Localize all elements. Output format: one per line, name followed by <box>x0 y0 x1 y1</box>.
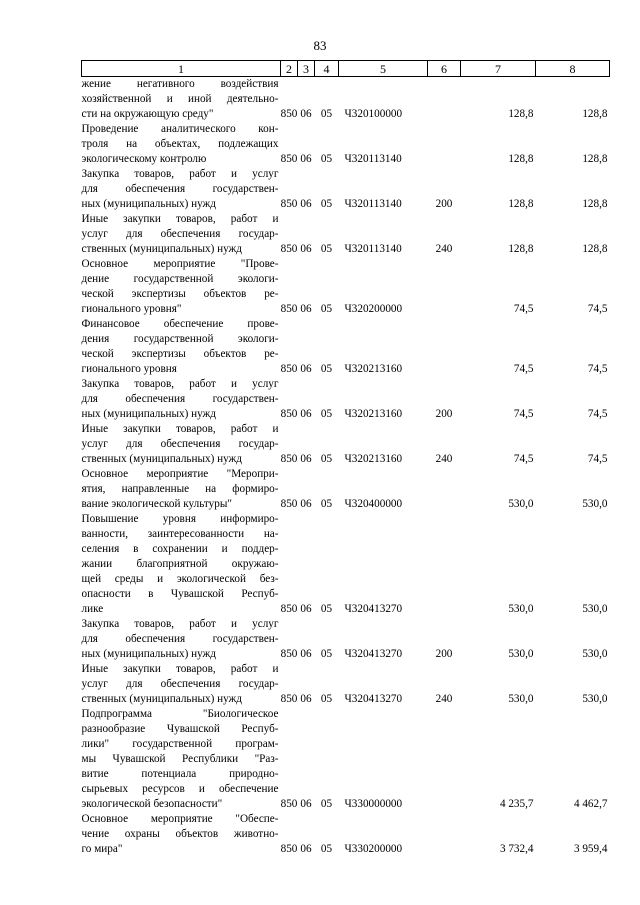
row-name <box>82 122 281 167</box>
row-name-line: Подпрограмма "Биологическое <box>81 708 279 720</box>
expense-type-cell <box>428 512 461 617</box>
row-name-line: Закупка товаров, работ и услуг <box>81 378 279 390</box>
row-name <box>82 812 281 857</box>
subsection-cell: 05 <box>320 798 333 810</box>
amount-year2-cell: 530,0 <box>582 648 608 660</box>
section-cell: 06 <box>300 153 312 165</box>
expense-type-cell <box>428 467 461 512</box>
row-name-line: ческой экспертизы объектов ре- <box>81 288 279 300</box>
table-row <box>82 512 610 617</box>
row-name <box>82 212 281 257</box>
table-row <box>82 77 610 123</box>
row-name-line: Основное мероприятие "Прове- <box>81 258 279 270</box>
row-name-line: Основное мероприятие "Меропри- <box>81 468 279 480</box>
grbs-cell: 850 <box>280 408 298 420</box>
target-article-cell: Ч320113140 <box>344 243 402 255</box>
target-article-cell: Ч320213160 <box>344 453 403 465</box>
section-cell: 06 <box>300 453 312 465</box>
row-name-line: ванности, заинтересованности на- <box>81 528 279 540</box>
row-name-line: для обеспечения государствен- <box>81 393 279 405</box>
row-name-line: сти на окружающую среду" <box>81 108 214 120</box>
row-name-line: лике <box>81 603 104 615</box>
subsection-cell: 05 <box>320 243 333 255</box>
row-name-line: вание экологической культуры" <box>81 498 232 510</box>
row-name-line: для обеспечения государствен- <box>81 183 279 195</box>
budget-table <box>81 60 610 857</box>
amount-year1-cell: 128,8 <box>508 108 534 120</box>
amount-year1-cell: 128,8 <box>508 153 534 165</box>
amount-year2-cell: 128,8 <box>582 108 608 120</box>
table-row <box>82 377 610 422</box>
grbs-cell: 850 <box>280 498 298 510</box>
target-article-cell: Ч320413270 <box>344 648 403 660</box>
expense-type-cell: 200 <box>435 648 453 660</box>
subsection-cell: 05 <box>320 648 333 660</box>
row-name-line: опасности в Чувашской Респуб- <box>81 588 279 600</box>
section-cell: 06 <box>300 243 312 255</box>
table-row <box>82 422 610 467</box>
col-header: 7 <box>461 61 536 77</box>
target-article-cell: Ч320413270 <box>344 693 403 705</box>
row-name-line: дение государственной экологи- <box>81 273 279 285</box>
row-name-line: услуг для обеспечения государ- <box>81 228 279 240</box>
row-name <box>82 467 281 512</box>
row-name-line: щей среды и экологической без- <box>81 573 279 585</box>
grbs-cell: 850 <box>280 198 298 210</box>
row-name <box>82 317 281 377</box>
expense-type-cell: 240 <box>435 453 453 465</box>
col-header: 3 <box>298 61 315 77</box>
expense-type-cell: 200 <box>435 408 453 420</box>
amount-year2-cell: 74,5 <box>587 303 608 315</box>
row-name-line: троля на объектах, подлежащих <box>81 138 279 150</box>
grbs-cell: 850 <box>280 363 298 375</box>
page-number: 83 <box>313 38 327 53</box>
subsection-cell: 05 <box>320 498 333 510</box>
target-article-cell: Ч320200000 <box>344 303 403 315</box>
row-name-line: Иные закупки товаров, работ и <box>81 423 279 435</box>
subsection-cell: 05 <box>320 603 333 615</box>
amount-year2-cell: 128,8 <box>582 243 608 255</box>
section-cell: 06 <box>300 843 312 855</box>
expense-type-cell <box>428 257 461 317</box>
row-name-line: Закупка товаров, работ и услуг <box>81 168 279 180</box>
target-article-cell: Ч320100000 <box>344 108 403 120</box>
row-name-line: для обеспечения государствен- <box>81 633 279 645</box>
row-name-line: Повышение уровня информиро- <box>81 513 279 525</box>
row-name-line: ственных (муниципальных) нужд <box>81 243 242 255</box>
row-name-line: ственных (муниципальных) нужд <box>81 453 242 465</box>
row-name <box>82 662 281 707</box>
row-name-line: гионального уровня" <box>81 303 182 315</box>
table-row <box>82 707 610 812</box>
section-cell: 06 <box>300 363 312 375</box>
expense-type-cell <box>428 77 461 123</box>
amount-year1-cell: 128,8 <box>508 243 534 255</box>
amount-year1-cell: 530,0 <box>508 498 534 510</box>
amount-year1-cell: 530,0 <box>508 693 534 705</box>
subsection-cell: 05 <box>320 108 333 120</box>
section-cell: 06 <box>300 198 312 210</box>
expense-type-cell: 200 <box>435 198 453 210</box>
target-article-cell: Ч330200000 <box>344 843 403 855</box>
subsection-cell: 05 <box>320 408 333 420</box>
target-article-cell: Ч320413270 <box>344 603 403 615</box>
section-cell: 06 <box>300 303 312 315</box>
amount-year1-cell: 74,5 <box>513 453 534 465</box>
row-name-line: экологическому контролю <box>81 153 207 165</box>
target-article-cell: Ч320400000 <box>344 498 403 510</box>
subsection-cell: 05 <box>320 153 333 165</box>
row-name-line: ных (муниципальных) нужд <box>81 198 216 210</box>
row-name <box>82 77 281 123</box>
col-header: 2 <box>281 61 298 77</box>
amount-year1-cell: 128,8 <box>508 198 534 210</box>
amount-year1-cell: 3 732,4 <box>499 843 534 855</box>
expense-type-cell <box>428 122 461 167</box>
table-row <box>82 812 610 857</box>
target-article-cell: Ч320213160 <box>344 408 403 420</box>
header-row <box>82 61 610 77</box>
grbs-cell: 850 <box>280 453 298 465</box>
row-name-line: ных (муниципальных) нужд <box>81 648 216 660</box>
row-name <box>82 167 281 212</box>
row-name <box>82 422 281 467</box>
row-name-line: чение охраны объектов животно- <box>81 828 279 840</box>
amount-year1-cell: 74,5 <box>513 303 534 315</box>
grbs-cell: 850 <box>280 303 298 315</box>
section-cell: 06 <box>300 408 312 420</box>
subsection-cell: 05 <box>320 453 333 465</box>
table-row <box>82 122 610 167</box>
row-name-line: мы Чувашской Республики "Раз- <box>81 753 279 765</box>
row-name-line: го мира" <box>81 843 123 855</box>
row-name <box>82 512 281 617</box>
row-name-line: ятия, направленные на формиро- <box>81 483 279 495</box>
col-header: 1 <box>82 61 281 77</box>
row-name-line: ственных (муниципальных) нужд <box>81 693 242 705</box>
subsection-cell: 05 <box>320 303 333 315</box>
row-name-line: сырьевых ресурсов и обеспечение <box>81 783 279 795</box>
row-name-line: селения в сохранении и поддер- <box>81 543 279 555</box>
row-name-line: Проведение аналитического кон- <box>81 123 279 135</box>
col-header: 5 <box>339 61 428 77</box>
amount-year2-cell: 4 462,7 <box>573 798 608 810</box>
col-header: 4 <box>315 61 339 77</box>
amount-year2-cell: 530,0 <box>582 693 608 705</box>
row-name <box>82 377 281 422</box>
row-name-line: услуг для обеспечения государ- <box>81 438 279 450</box>
row-name-line: услуг для обеспечения государ- <box>81 678 279 690</box>
row-name-line: жение негативного воздействия <box>81 78 279 90</box>
subsection-cell: 05 <box>320 693 333 705</box>
subsection-cell: 05 <box>320 363 333 375</box>
table-row <box>82 617 610 662</box>
row-name-line: лики" государственной програм- <box>81 738 279 750</box>
section-cell: 06 <box>300 798 312 810</box>
row-name-line: ческой экспертизы объектов ре- <box>81 348 279 360</box>
section-cell: 06 <box>300 693 312 705</box>
amount-year1-cell: 530,0 <box>508 648 534 660</box>
grbs-cell: 850 <box>280 843 298 855</box>
row-name <box>82 617 281 662</box>
col-header: 6 <box>428 61 461 77</box>
row-name-line: витие потенциала природно- <box>81 768 279 780</box>
expense-type-cell: 240 <box>435 243 453 255</box>
row-name-line: гионального уровня <box>81 363 177 375</box>
amount-year2-cell: 74,5 <box>587 363 608 375</box>
table-body <box>82 77 610 858</box>
amount-year2-cell: 530,0 <box>582 603 608 615</box>
grbs-cell: 850 <box>280 603 298 615</box>
amount-year2-cell: 74,5 <box>587 453 608 465</box>
expense-type-cell <box>428 317 461 377</box>
row-name <box>82 257 281 317</box>
amount-year1-cell: 74,5 <box>513 408 534 420</box>
col-header: 8 <box>536 61 610 77</box>
row-name-line: Иные закупки товаров, работ и <box>81 663 279 675</box>
amount-year1-cell: 4 235,7 <box>499 798 534 810</box>
section-cell: 06 <box>300 603 312 615</box>
target-article-cell: Ч320113140 <box>344 198 402 210</box>
amount-year1-cell: 74,5 <box>513 363 534 375</box>
table-row <box>82 467 610 512</box>
amount-year1-cell: 530,0 <box>508 603 534 615</box>
subsection-cell: 05 <box>320 843 333 855</box>
amount-year2-cell: 530,0 <box>582 498 608 510</box>
row-name-line: разнообразие Чувашской Респуб- <box>81 723 279 735</box>
row-name-line: хозяйственной и иной деятельно- <box>81 93 279 105</box>
amount-year2-cell: 3 959,4 <box>573 843 608 855</box>
subsection-cell: 05 <box>320 198 333 210</box>
expense-type-cell: 240 <box>435 693 453 705</box>
grbs-cell: 850 <box>280 153 298 165</box>
target-article-cell: Ч320213160 <box>344 363 403 375</box>
table-row <box>82 212 610 257</box>
row-name-line: Иные закупки товаров, работ и <box>81 213 279 225</box>
table-row <box>82 317 610 377</box>
expense-type-cell <box>428 707 461 812</box>
target-article-cell: Ч330000000 <box>344 798 403 810</box>
amount-year2-cell: 128,8 <box>582 198 608 210</box>
grbs-cell: 850 <box>280 108 298 120</box>
row-name-line: ных (муниципальных) нужд <box>81 408 216 420</box>
grbs-cell: 850 <box>280 648 298 660</box>
table-row <box>82 167 610 212</box>
section-cell: 06 <box>300 648 312 660</box>
amount-year2-cell: 74,5 <box>587 408 608 420</box>
expense-type-cell <box>428 812 461 857</box>
target-article-cell: Ч320113140 <box>344 153 402 165</box>
row-name-line: Закупка товаров, работ и услуг <box>81 618 279 630</box>
table-row <box>82 257 610 317</box>
section-cell: 06 <box>300 498 312 510</box>
grbs-cell: 850 <box>280 798 298 810</box>
row-name-line: жании благоприятной окружаю- <box>81 558 279 570</box>
row-name-line: Финансовое обеспечение прове- <box>81 318 279 330</box>
row-name-line: дения государственной экологи- <box>81 333 279 345</box>
row-name <box>82 707 281 812</box>
table-row <box>82 662 610 707</box>
row-name-line: экологической безопасности" <box>81 798 223 810</box>
section-cell: 06 <box>300 108 312 120</box>
grbs-cell: 850 <box>280 243 298 255</box>
amount-year2-cell: 128,8 <box>582 153 608 165</box>
row-name-line: Основное мероприятие "Обеспе- <box>81 813 279 825</box>
grbs-cell: 850 <box>280 693 298 705</box>
